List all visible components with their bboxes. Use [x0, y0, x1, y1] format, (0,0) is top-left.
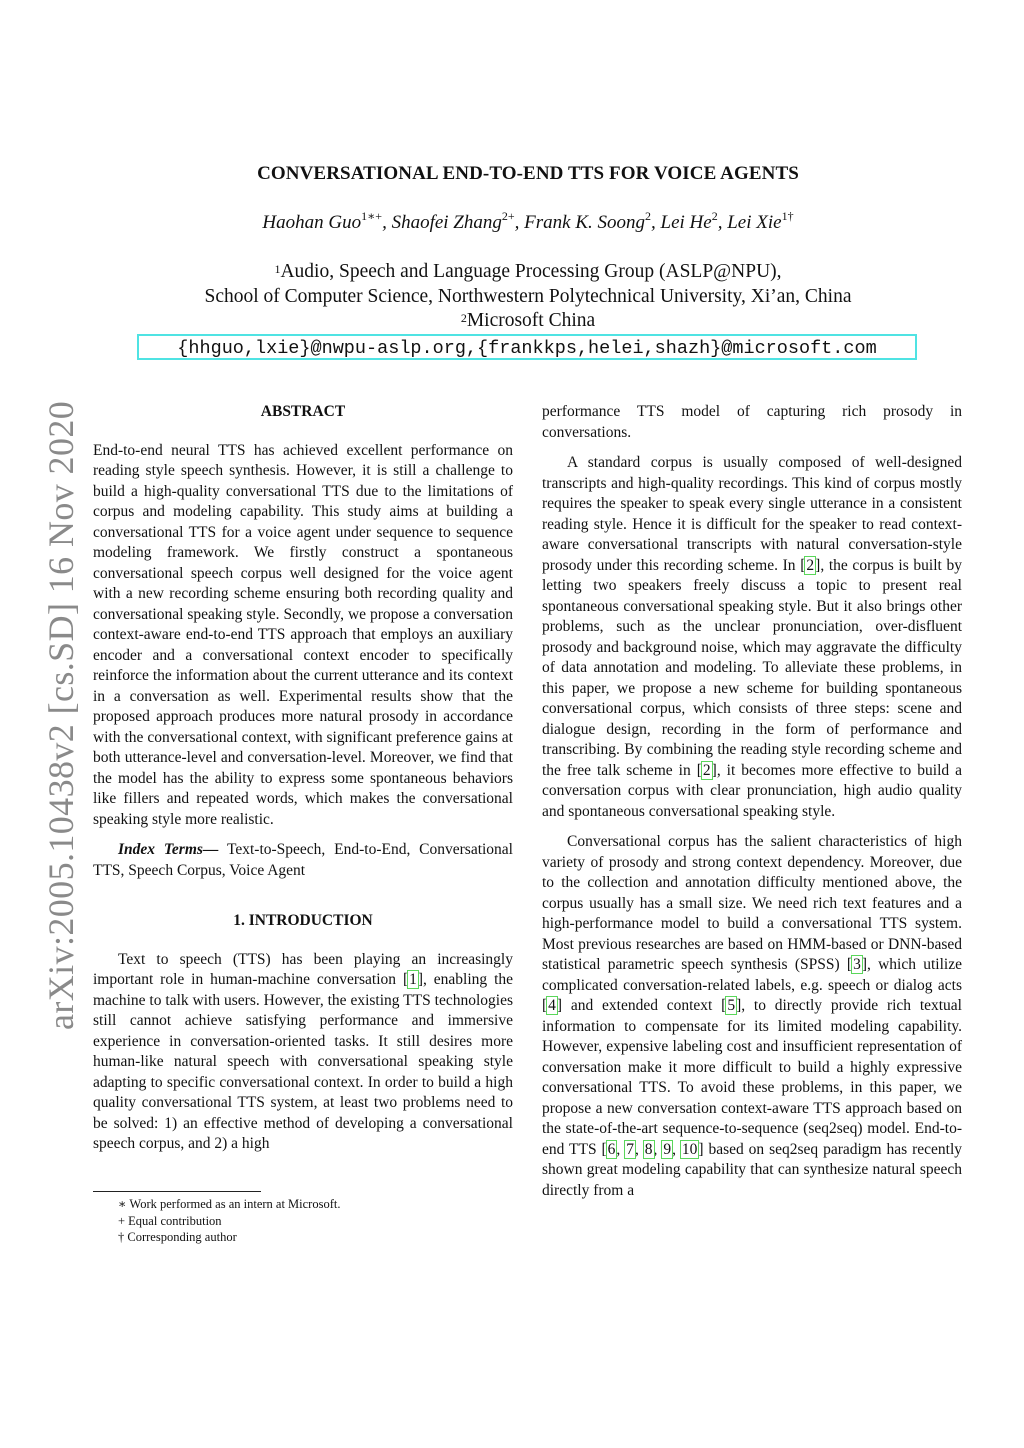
- affiliation-1-line2: School of Computer Science, Northwestern Polytechnical University, Xi’an, China: [204, 285, 852, 307]
- affiliation-2: Microsoft China: [466, 310, 596, 331]
- footnote: † Corresponding author: [118, 1230, 237, 1244]
- citation-link[interactable]: 9: [663, 1140, 672, 1158]
- affiliation-mark: 1: [274, 262, 281, 276]
- affiliation-1: Audio, Speech and Language Processing Group (ASLP@NPU),: [280, 261, 782, 282]
- affiliations: [0, 260, 1024, 334]
- citation-link[interactable]: 4: [548, 997, 556, 1014]
- author-name: Frank K. Soong: [524, 212, 646, 233]
- footnote-divider: [93, 1191, 261, 1192]
- arxiv-identifier: arXiv:2005.10438v2 [cs.SD] 16 Nov 2020: [41, 400, 81, 1030]
- author-name: Lei Xie: [727, 212, 782, 233]
- index-terms-text: Text-to-Speech, End-to-End, Conversational TTS, Speech Corpus, Voice Agent: [93, 841, 513, 879]
- intro-heading: 1. INTRODUCTION: [233, 912, 373, 929]
- affiliation-mark: 2: [460, 311, 467, 325]
- paper-title: CONVERSATIONAL END-TO-END TTS FOR VOICE AGENTS: [257, 163, 799, 184]
- citation-link[interactable]: 8: [644, 1140, 653, 1158]
- author-name: Shaofei Zhang: [391, 212, 502, 233]
- citation-link[interactable]: 2: [702, 761, 711, 779]
- intro-paragraph-1-continued: performance TTS model of capturing rich prosody in conversations.: [542, 403, 962, 441]
- author-mark: 1†: [781, 209, 794, 223]
- citation-link[interactable]: 3: [853, 956, 861, 973]
- author-mark: 2+: [501, 209, 515, 223]
- citation-link[interactable]: 6: [607, 1140, 616, 1158]
- author-emails-link[interactable]: {hhguo,lxie}@nwpu-aslp.org,{frankkps,helei,shazh}@microsoft.com: [137, 334, 917, 360]
- author-mark: 1∗+: [361, 209, 383, 223]
- index-terms: [93, 840, 513, 881]
- footnote: ∗ Work performed as an intern at Microsoft.: [118, 1197, 341, 1211]
- footnote: + Equal contribution: [118, 1213, 222, 1228]
- citation-link[interactable]: 10: [681, 1140, 698, 1158]
- citation-link[interactable]: 5: [727, 997, 736, 1014]
- index-terms-label: Index Terms—: [118, 841, 219, 858]
- right-column: [542, 402, 962, 1201]
- intro-paragraph-1: Text to speech (TTS) has been playing an increasingly important role in human-machine conversation [1], enabling the machine to talk with users. However, the existing TTS technologies still cannot achieve satisfying performance and immersive experience in conversation-oriented tasks. It still desires more human-like natural speech with conversational speaking style adapting to specific conversational context. In order to build a high quality conversational TTS system, at least two problems need to be solved: 1) an effective method of developing a conversational speech corpus, and 2) a high: [93, 950, 514, 1152]
- citation-link[interactable]: 2: [806, 556, 815, 574]
- intro-paragraph-2: A standard corpus is usually composed of well-designed transcripts and high-quality recordings. This kind of corpus mostly requires the speaker to speak every single utterance in a consistent reading style. Hence it is difficult for the speaker to read context-aware conversational transcripts with natural conversation-style prosody under this recording scheme. In [2], the corpus is built by letting two speakers freely discuss a topic to present real spontaneous conversational speaking style. But it also brings other problems, such as the unclear pronunciation, over-disfluent prosody and background noise, which may aggravate the difficulty of data annotation and modeling. To alleviate these problems, in this paper, we propose a new scheme for building spontaneous conversational corpus, which consists of three steps: scene and dialogue design, recording in the form of performance and transcribing. By combining the reading style recording scheme and the free talk scheme in [2], it becomes more effective to build a conversation corpus with clear pronunciation, high audio quality and spontaneous conversational speaking style.: [542, 454, 962, 820]
- author-name: Lei He: [660, 212, 712, 233]
- author-list: Haohan Guo$^{1∗+}$, Shaofei Zhang$^{2+}$, Frank K. Soong$^2$, Lei He$^2$, Lei Xie$^{1\dagger}$: [262, 209, 794, 233]
- abstract-text: End-to-end neural TTS has achieved excellent performance on reading style speech synthesis. However, it is still a challenge to build a high-quality conversational TTS due to the limitations of corpus and modeling capability. This study aims at building a conversational TTS for a voice agent under sequence to sequence modeling framework. We firstly construct a spontaneous conversational speech corpus well designed for the voice agent with a new recording scheme ensuring both recording quality and conversational speaking style. Secondly, we propose a conversation context-aware end-to-end TTS approach that employs an auxiliary encoder and a conversational context encoder to specifically reinforce the information about the current utterance and its context in a conversation as well. Experimental results show that the proposed approach produces more natural prosody in accordance with the conversational context, with significant preference gains at both utterance-level and conversation-level. Moreover, we find that the model has the ability to express some spontaneous behaviors like fillers and repeated words, which makes the conversational speaking style more realistic.: [93, 441, 513, 828]
- abstract-heading: ABSTRACT: [260, 403, 346, 420]
- left-column: [93, 402, 513, 1155]
- author-name: Haohan Guo: [262, 212, 362, 233]
- footnotes: [118, 1196, 340, 1246]
- intro-paragraph-3: Conversational corpus has the salient characteristics of high variety of prosody and strong context dependency. Moreover, due to the collection and annotation difficulty mentioned above, the corpus usually has a small size. We need rich text features and a high-performance model to build a conversational TTS system. Most previous researches are based on HMM-based or DNN-based statistical parametric speech synthesis (SPSS) [3], which utilize complicated conversation-related labels, e.g. speech or dialog acts [4] and extended context [5], to directly provide rich textual information to compensate for its limited modeling capability. However, expensive labeling cost and insufficient representation of conversation make it more difficult to build a highly expressive conversational TTS. To avoid these problems, in this paper, we propose a new conversation context-aware TTS approach based on the state-of-the-art sequence-to-sequence (seq2seq) model. End-to-end TTS [6, 7, 8, 9, 10] based on seq2seq paradigm has recently shown great modeling capability that can synthesize natural speech directly from a: [542, 833, 963, 1199]
- author-mark: 2: [711, 209, 718, 223]
- author-mark: 2: [645, 209, 652, 223]
- citation-link[interactable]: 1: [409, 971, 417, 988]
- citation-link[interactable]: 7: [626, 1140, 634, 1158]
